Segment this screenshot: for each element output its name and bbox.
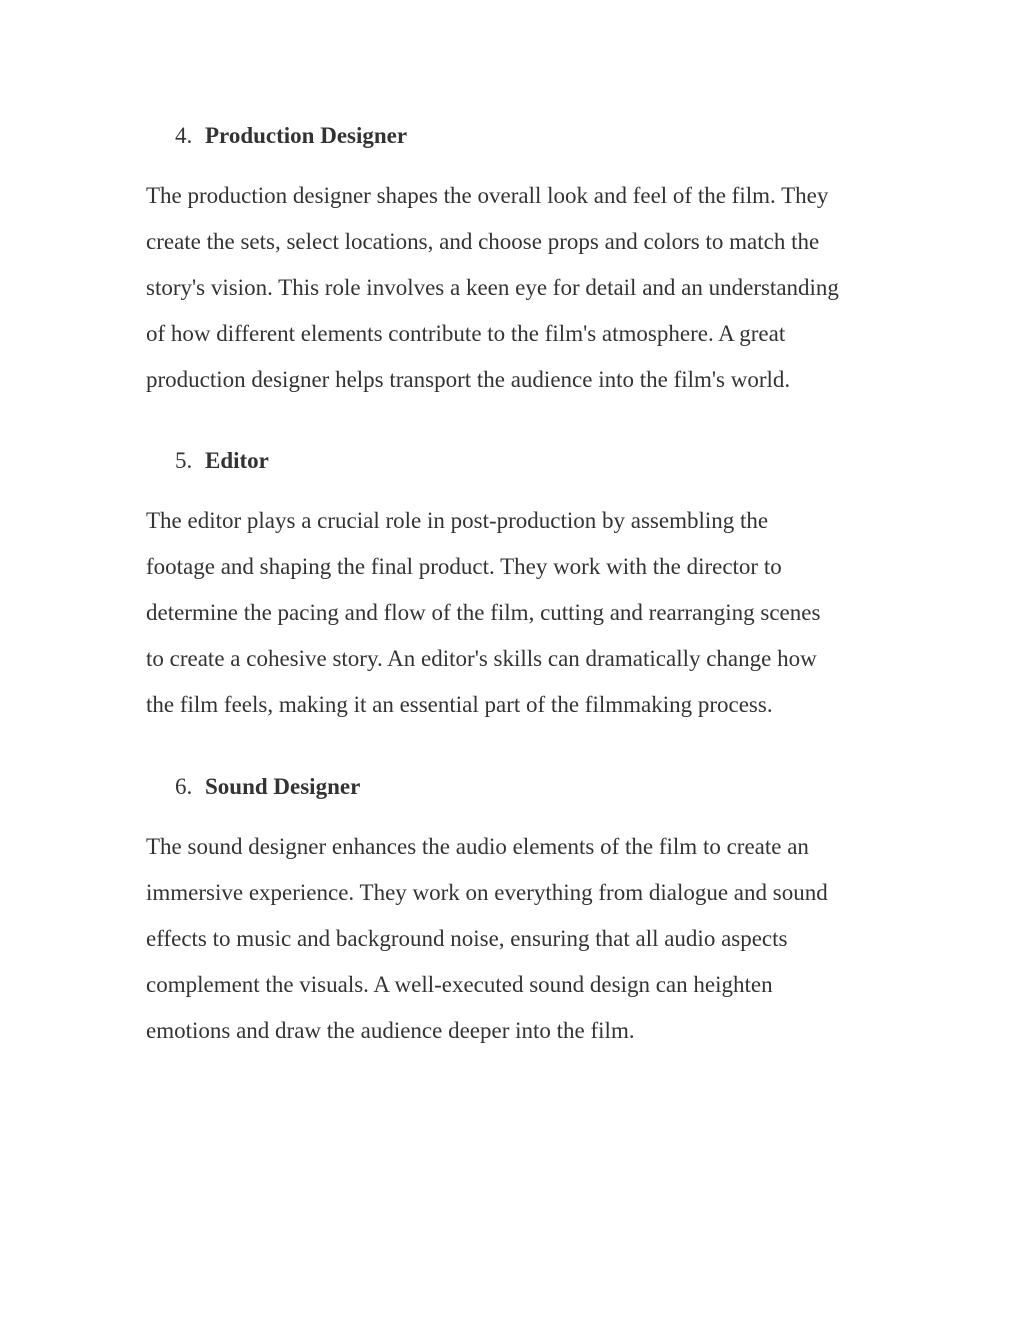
section-title: Production Designer [205, 123, 408, 148]
paragraph-line: of how different elements contribute to the film's atmosphere. A great [146, 321, 786, 346]
section-paragraph [146, 824, 916, 1054]
section-title: Editor [205, 448, 269, 473]
section-title: Sound Designer [205, 774, 361, 799]
section-sound-designer [146, 764, 916, 1054]
section-heading [146, 764, 916, 810]
list-number: 6. [175, 774, 193, 799]
paragraph-line: The editor plays a crucial role in post-production by assembling the [146, 508, 769, 533]
paragraph-line: determine the pacing and flow of the film, cutting and rearranging scenes [146, 600, 821, 625]
section-production-designer [146, 113, 916, 403]
paragraph-line: footage and shaping the final product. They work with the director to [146, 554, 782, 579]
section-heading [146, 113, 916, 159]
paragraph-line: The sound designer enhances the audio elements of the film to create an [146, 834, 809, 859]
paragraph-line: production designer helps transport the audience into the film's world. [146, 367, 791, 392]
paragraph-line: The production designer shapes the overall look and feel of the film. They [146, 183, 829, 208]
paragraph-line: story's vision. This role involves a keen eye for detail and an understanding [146, 275, 839, 300]
paragraph-line: effects to music and background noise, ensuring that all audio aspects [146, 926, 788, 951]
section-paragraph [146, 173, 916, 403]
paragraph-line: create the sets, select locations, and choose props and colors to match the [146, 229, 820, 254]
paragraph-line: the film feels, making it an essential part of the filmmaking process. [146, 692, 773, 717]
section-heading [146, 438, 916, 484]
paragraph-line: emotions and draw the audience deeper into the film. [146, 1018, 635, 1043]
paragraph-line: complement the visuals. A well-executed sound design can heighten [146, 972, 773, 997]
section-paragraph [146, 498, 916, 728]
list-number: 5. [175, 448, 193, 473]
paragraph-line: to create a cohesive story. An editor's skills can dramatically change how [146, 646, 817, 671]
section-editor [146, 438, 916, 728]
paragraph-line: immersive experience. They work on everything from dialogue and sound [146, 880, 828, 905]
list-number: 4. [175, 123, 193, 148]
